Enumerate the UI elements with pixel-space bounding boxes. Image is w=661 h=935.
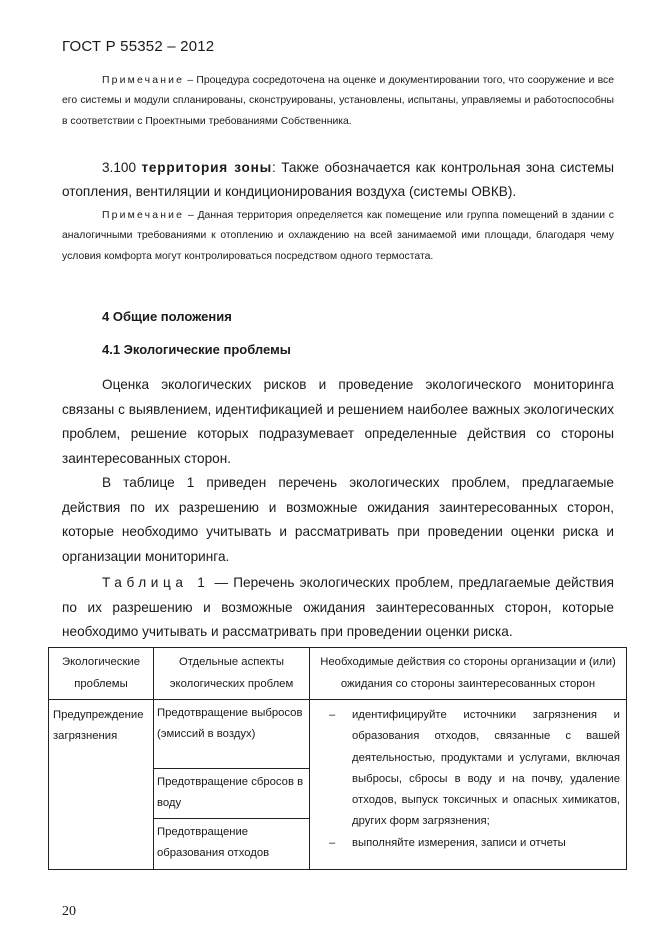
table-header-row [49, 648, 627, 700]
actions-list [310, 705, 620, 854]
ecological-problems-table [48, 647, 627, 870]
note-1 [62, 71, 614, 132]
page-number: 20 [62, 904, 76, 919]
definition-text: : Также обозначается как контрольная зона системы отопления, вентиляции и кондиционирования воздуха (системы ОВКВ). [62, 160, 614, 199]
table-row [49, 700, 627, 870]
note-2 [62, 206, 614, 267]
action-text: выполняйте измерения, записи и отчеты [352, 836, 566, 849]
header-aspects: Отдельные аспекты экологических проблем [154, 648, 310, 700]
section-heading: 4 Общие положения [102, 309, 232, 324]
header-problems: Экологические проблемы [49, 648, 154, 700]
list-item [329, 705, 620, 833]
table-caption-label: Таблица 1 [102, 575, 210, 590]
header-actions: Необходимые действия со стороны организации и (или) ожидания со стороны заинтересованных сторон [310, 648, 627, 700]
action-text: идентифицируйте источники загрязнения и образования отходов, связанные с вашей деятельностью, продуктами и услугами, включая выбросы, сбросы в воду и на почву, удаление отходов, выпуск токсичных и опасных химикатов, других форм загрязнения; [352, 709, 620, 828]
table-caption-text: — Перечень экологических проблем, предлагаемые действия по их разрешению и возможные ожидания заинтересованных сторон, которые необходимо учитывать и рассматривать при проведении оценки риска. [62, 575, 614, 639]
paragraph-2: В таблице 1 приведен перечень экологических проблем, предлагаемые действия по их разрешению и возможные ожидания заинтересованных сторон, которые необходимо учитывать и рассматривать при проведении оценки риска и организации мониторинга. [62, 475, 614, 564]
list-item [329, 833, 620, 854]
dash-marker: – [329, 836, 336, 849]
definition-number: 3.100 [102, 160, 137, 175]
paragraph-1: Оценка экологических рисков и проведение экологического мониторинга связаны с выявлением, идентификацией и решением наиболее важных экологических проблем, решение которых подразумевает определенные действия со стороны заинтересованных сторон. [62, 377, 614, 466]
definition-term: территория зоны [141, 160, 272, 175]
definition-3-100 [62, 156, 614, 204]
cell-aspects [154, 700, 310, 870]
cell-actions [310, 700, 627, 870]
note-2-text: – Данная территория определяется как помещение или группа помещений в здании с аналогичными требованиями к отоплению и охлаждению на всей занимаемой ими площади, благодаря чему условия комфорта могут контролироваться посредством одного термостата. [62, 210, 614, 262]
cell-problem: Предупреждение загрязнения [49, 700, 154, 870]
table-caption [62, 571, 614, 645]
aspect-air-emissions: Предотвращение выбросов (эмиссий в воздух) [154, 700, 309, 769]
aspect-waste-prevention: Предотвращение образования отходов [157, 826, 270, 860]
document-header: ГОСТ Р 55352 – 2012 [62, 38, 215, 55]
note-2-lead: Примечание [102, 210, 185, 221]
note-1-text: – Процедура сосредоточена на оценке и документировании того, что сооружение и все его системы и модули спланированы, сконструированы, установлены, испытаны, управляемы и работоспособны в соответствии с Проектными требованиями Собственника. [62, 75, 614, 127]
note-1-lead: Примечание [102, 75, 185, 86]
dash-marker: – [329, 709, 336, 721]
subsection-heading: 4.1 Экологические проблемы [102, 342, 291, 357]
aspect-water-discharge: Предотвращение сбросов в воду [154, 769, 309, 819]
